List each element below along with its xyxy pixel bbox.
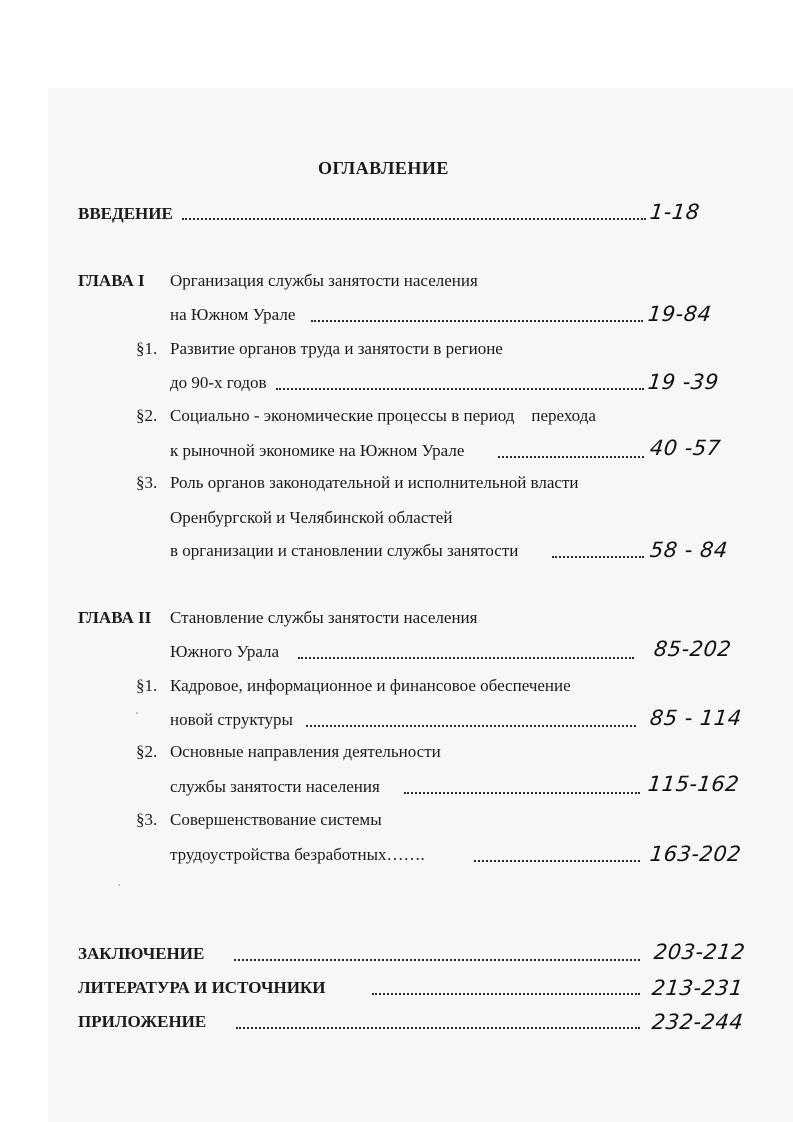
dot-leader — [552, 554, 644, 558]
scan-speck — [118, 884, 120, 886]
section-number: §3. — [136, 810, 158, 829]
section-title-line1: Роль органов законодательной и исполнительной власти — [170, 473, 579, 492]
section-title-line2: до 90-х годов — [170, 373, 267, 392]
scanned-page — [48, 88, 793, 1122]
section-number: §2. — [136, 742, 158, 761]
section-number: §3. — [136, 473, 158, 492]
section-title-line1: Кадровое, информационное и финансовое обеспечение — [170, 676, 571, 695]
chapter2-pages: 85-202 — [652, 637, 733, 661]
dot-leader — [276, 386, 644, 390]
dot-leader — [498, 454, 644, 458]
intro-label: ВВЕДЕНИЕ — [78, 204, 173, 223]
section-title-line2: к рыночной экономике на Южном Урале — [170, 441, 465, 460]
conclusion-label: ЗАКЛЮЧЕНИЕ — [78, 944, 205, 963]
appendix-pages: 232-244 — [650, 1010, 745, 1034]
dot-leader — [311, 318, 643, 322]
appendix-label: ПРИЛОЖЕНИЕ — [78, 1012, 207, 1031]
dot-leader — [372, 991, 640, 995]
dot-leader — [298, 655, 634, 659]
chapter1-label: ГЛАВА I — [78, 271, 145, 290]
chapter1-pages: 19-84 — [646, 302, 713, 326]
section-pages: 19 -39 — [646, 370, 720, 394]
section-title-line1: Основные направления деятельности — [170, 742, 441, 761]
toc-title: ОГЛАВЛЕНИЕ — [318, 158, 449, 178]
conclusion-pages: 203-212 — [652, 940, 747, 964]
section-pages: 115-162 — [646, 772, 741, 796]
intro-pages: 1-18 — [648, 200, 701, 224]
dot-leader — [474, 858, 640, 862]
section-pages: 163-202 — [648, 842, 743, 866]
dot-leader — [306, 723, 636, 727]
section-number: §2. — [136, 406, 158, 425]
section-number: §1. — [136, 676, 158, 695]
section-title-line2: трудоустройства безработных……. — [170, 845, 425, 864]
dot-leader — [234, 957, 640, 961]
section-title-line3: в организации и становлении службы занятости — [170, 541, 519, 560]
dot-leader — [404, 790, 640, 794]
section-title-line1: Развитие органов труда и занятости в регионе — [170, 339, 503, 358]
section-title-line1: Социально - экономические процессы в период перехода — [170, 406, 596, 425]
section-pages: 58 - 84 — [648, 538, 730, 562]
dot-leader — [182, 216, 646, 220]
literature-label: ЛИТЕРАТУРА И ИСТОЧНИКИ — [78, 978, 326, 997]
section-pages: 85 - 114 — [648, 706, 743, 730]
chapter2-title-line1: Становление службы занятости населения — [170, 608, 478, 627]
scan-speck — [136, 712, 138, 714]
chapter1-title-line1: Организация службы занятости населения — [170, 271, 478, 290]
section-title-line1: Совершенствование системы — [170, 810, 382, 829]
section-title-line2: Оренбургской и Челябинской областей — [170, 508, 453, 527]
chapter2-label: ГЛАВА II — [78, 608, 152, 627]
section-title-line2: службы занятости населения — [170, 777, 380, 796]
chapter1-title-line2: на Южном Урале — [170, 305, 296, 324]
literature-pages: 213-231 — [650, 976, 745, 1000]
section-pages: 40 -57 — [648, 436, 722, 460]
section-title-line2: новой структуры — [170, 710, 293, 729]
dot-leader — [236, 1025, 640, 1029]
section-number: §1. — [136, 339, 158, 358]
chapter2-title-line2: Южного Урала — [170, 642, 280, 661]
